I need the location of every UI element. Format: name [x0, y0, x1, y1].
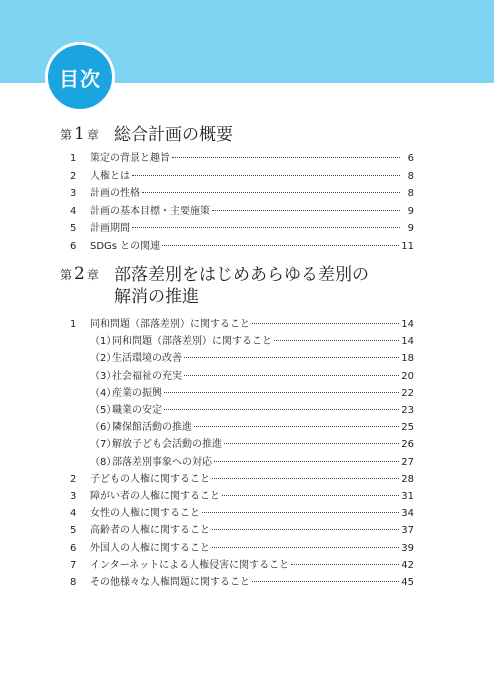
toc-entry-label: 計画の性格: [90, 188, 140, 199]
toc-entry[interactable]: [70, 221, 414, 237]
toc-entry-label: 人権とは: [90, 170, 130, 182]
chapter-2-title-line1: 部落差別をはじめあらゆる差別の: [113, 265, 369, 285]
leader-dots: [184, 374, 399, 376]
leader-dots: [274, 339, 399, 341]
leader-dots: [172, 156, 400, 158]
toc-entry[interactable]: [70, 186, 414, 202]
toc-entry-number: （4）: [90, 387, 117, 399]
toc-entry[interactable]: [70, 558, 414, 574]
toc-entry[interactable]: [90, 386, 414, 402]
chapter-2-number: [60, 264, 99, 284]
toc-entry-number: 4: [70, 205, 77, 217]
toc-entry[interactable]: [70, 239, 414, 255]
toc-entry-number: （6）: [90, 422, 117, 434]
toc-entry-number: 5: [70, 525, 77, 537]
toc-entry-number: 4: [70, 508, 77, 520]
leader-dots: [222, 494, 399, 496]
toc-entry-page: 8: [407, 188, 414, 199]
toc-entry-label: 部落差別事象への対応: [112, 456, 212, 468]
toc-entry-number: （8）: [90, 456, 117, 468]
toc-entry-page: 22: [401, 387, 414, 399]
leader-dots: [142, 191, 400, 193]
toc-entry-label: 計画期間: [90, 223, 130, 234]
chapter-2-heading: [60, 264, 369, 308]
toc-entry[interactable]: [70, 489, 414, 505]
chapter-1-heading: [60, 124, 233, 146]
toc-entry-number: 1: [70, 319, 77, 330]
toc-entry-label: 外国人の人権に関すること: [90, 542, 210, 554]
toc-entry[interactable]: [70, 317, 414, 333]
leader-dots: [164, 391, 399, 393]
toc-entry-number: 7: [70, 559, 77, 571]
leader-dots: [212, 546, 399, 548]
toc-entry-label: 女性の人権に関すること: [90, 508, 200, 520]
toc-entry-number: 3: [70, 188, 77, 199]
title-badge: [45, 42, 115, 112]
toc-entry-number: 6: [70, 542, 77, 554]
chapter-suffix: 章: [86, 268, 99, 282]
toc-entry[interactable]: [70, 575, 414, 591]
leader-dots: [212, 209, 400, 211]
toc-entry[interactable]: [70, 523, 414, 539]
chapter-suffix: 章: [86, 128, 99, 142]
toc-entry-label: 産業の振興: [112, 387, 162, 399]
toc-entry-label: 高齢者の人権に関すること: [90, 525, 210, 537]
toc-entry-page: 25: [401, 422, 414, 434]
toc-entry-page: 6: [407, 153, 414, 164]
toc-entry-page: 14: [401, 336, 414, 348]
toc-entry-page: 11: [401, 240, 414, 252]
toc-entry[interactable]: [90, 351, 414, 367]
chapter-2-title: [114, 264, 369, 308]
toc-entry[interactable]: [70, 506, 414, 522]
toc-entry-number: （1）: [90, 336, 117, 348]
toc-entry-number: 3: [70, 491, 77, 502]
toc-entry-number: （5）: [90, 405, 117, 416]
toc-entry-label: 計画の基本目標・主要施策: [90, 205, 210, 217]
toc-entry[interactable]: [90, 420, 414, 436]
leader-dots: [162, 244, 399, 246]
leader-dots: [212, 477, 399, 479]
toc-entry[interactable]: [90, 369, 414, 385]
toc-entry-label: SDGs との関連: [90, 240, 161, 252]
toc-entry[interactable]: [70, 541, 414, 557]
chapter-number: 2: [74, 264, 85, 284]
leader-dots: [184, 356, 399, 358]
toc-entry-label: 同和問題（部落差別）に関すること: [112, 336, 272, 348]
toc-entry-label: 子どもの人権に関すること: [90, 473, 210, 485]
toc-entry-page: 9: [407, 205, 414, 217]
toc-entry-number: 2: [70, 473, 77, 485]
toc-entry-page: 18: [401, 353, 414, 365]
leader-dots: [164, 408, 399, 410]
leader-dots: [214, 460, 399, 462]
toc-entry-page: 39: [401, 542, 414, 554]
toc-entry-page: 9: [407, 223, 414, 234]
toc-entry-page: 23: [401, 405, 414, 416]
toc-entry-page: 28: [401, 473, 414, 485]
leader-dots: [252, 580, 399, 582]
toc-entry-page: 42: [401, 559, 414, 571]
toc-entry-page: 37: [401, 525, 414, 537]
toc-entry[interactable]: [90, 334, 414, 350]
toc-entry-number: 6: [70, 240, 77, 252]
toc-entry-number: （2）: [90, 353, 117, 365]
toc-entry-label: 解放子ども会活動の推進: [112, 439, 222, 451]
toc-entry-page: 26: [401, 439, 414, 451]
toc-entry-label: 職業の安定: [112, 405, 162, 416]
chapter-prefix: 第: [60, 268, 73, 282]
toc-entry-label: 隣保館活動の推進: [112, 422, 192, 434]
toc-entry-page: 31: [401, 491, 414, 502]
toc-entry-page: 45: [401, 577, 414, 588]
toc-entry-page: 20: [401, 370, 414, 382]
toc-entry-label: 生活環境の改善: [112, 353, 182, 365]
toc-entry-label: 社会福祉の充実: [112, 370, 182, 382]
toc-entry[interactable]: [70, 151, 414, 167]
chapter-1-number: [60, 124, 99, 144]
toc-entry[interactable]: [70, 169, 414, 185]
leader-dots: [291, 563, 399, 565]
leader-dots: [132, 174, 400, 176]
toc-entry-label: 策定の背景と趣旨: [90, 153, 170, 164]
toc-entry[interactable]: [90, 437, 414, 453]
chapter-2-title-line2: 解消の推進: [113, 287, 199, 307]
toc-entry[interactable]: [70, 204, 414, 220]
leader-dots: [132, 226, 400, 228]
toc-entry-number: 1: [70, 153, 77, 164]
toc-entry-number: （3）: [90, 370, 117, 382]
toc-entry-page: 34: [401, 508, 414, 520]
leader-dots: [252, 322, 399, 324]
toc-entry-label: 障がい者の人権に関すること: [90, 491, 220, 502]
chapter-number: 1: [74, 124, 85, 144]
toc-entry-label: インターネットによる人権侵害に関すること: [90, 559, 290, 571]
toc-entry-number: 8: [70, 577, 77, 588]
leader-dots: [212, 528, 399, 530]
toc-entry-number: 2: [70, 170, 77, 182]
toc-entry-label: その他様々な人権問題に関すること: [90, 577, 250, 588]
toc-entry[interactable]: [90, 455, 414, 471]
toc-entry[interactable]: [90, 403, 414, 419]
chapter-1-title: 総合計画の概要: [113, 125, 233, 145]
chapter-prefix: 第: [60, 128, 73, 142]
toc-entry-number: 5: [70, 223, 77, 234]
leader-dots: [202, 511, 399, 513]
toc-entry-page: 8: [407, 170, 414, 182]
toc-entry-number: （7）: [90, 439, 117, 451]
toc-entry-page: 27: [401, 456, 414, 468]
leader-dots: [194, 425, 399, 427]
leader-dots: [224, 442, 399, 444]
toc-entry-page: 14: [401, 319, 414, 330]
page-title: 目次: [59, 66, 101, 91]
toc-entry-label: 同和問題（部落差別）に関すること: [90, 319, 250, 330]
toc-entry[interactable]: [70, 472, 414, 488]
